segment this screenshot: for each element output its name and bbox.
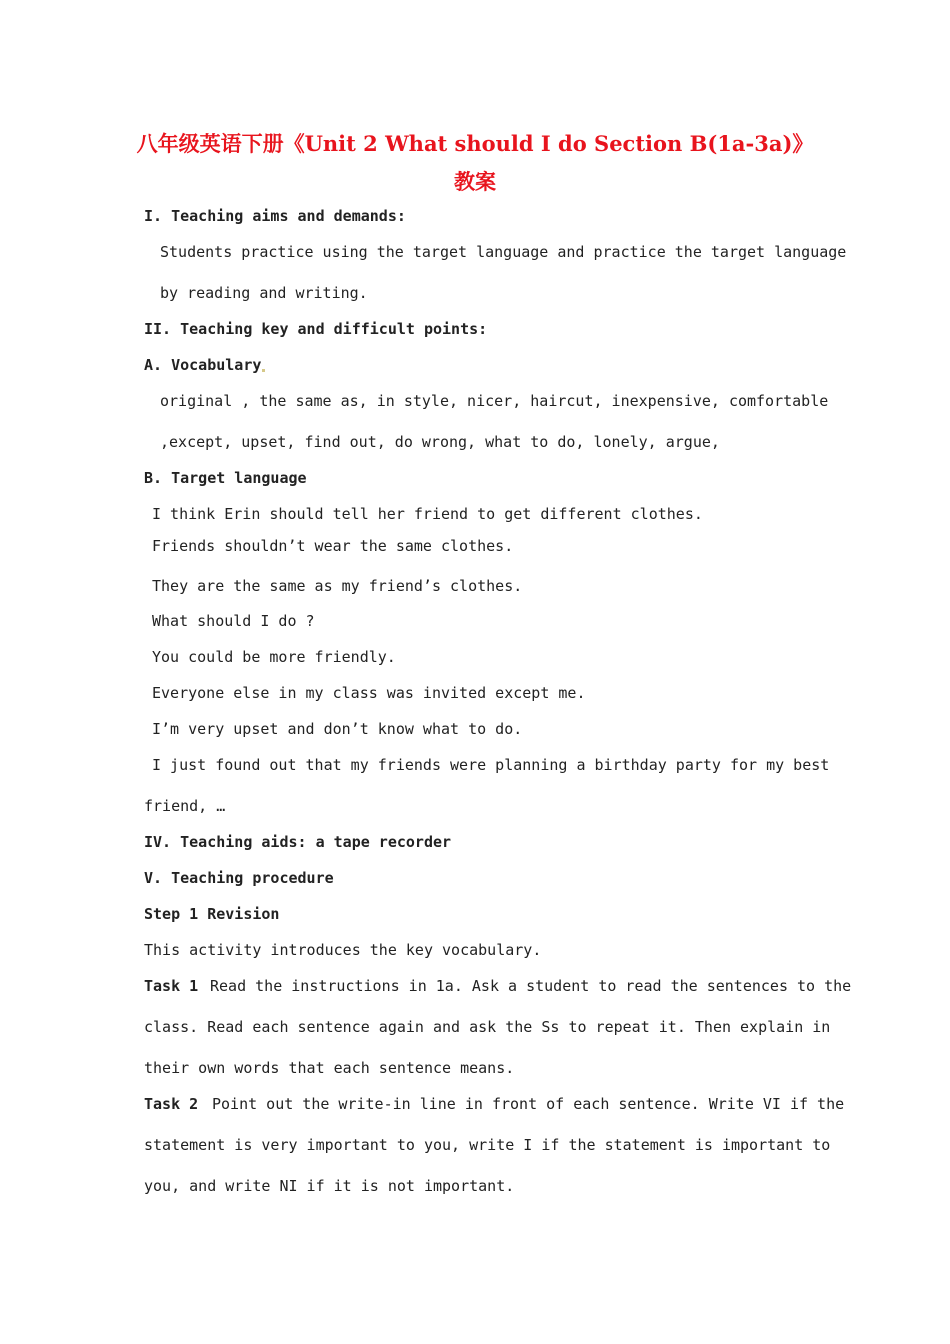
target-sentence: Everyone else in my class was invited except me.: [152, 684, 586, 702]
step1-intro: This activity introduces the key vocabulary.: [144, 941, 542, 959]
task1-text-line: Read the instructions in 1a. Ask a student to read the sentences to the: [210, 977, 852, 995]
target-sentence: Friends shouldn’t wear the same clothes.: [152, 537, 514, 555]
task1-text-line: their own words that each sentence means.: [144, 1059, 515, 1077]
target-sentence: I’m very upset and don’t know what to do.: [152, 720, 523, 738]
section-heading-aids: IV. Teaching aids: a tape recorder: [144, 833, 452, 851]
aims-text-line: by reading and writing.: [160, 284, 368, 302]
target-sentence: What should I do ?: [152, 612, 315, 630]
task2-text-line: Point out the write-in line in front of each sentence. Write VI if the: [212, 1095, 845, 1113]
task1-label: Task 1: [144, 977, 199, 995]
target-sentence: friend, …: [144, 797, 226, 815]
vocabulary-heading: A. Vocabulary: [144, 355, 265, 375]
aims-text-line: Students practice using the target language and practice the target language: [160, 243, 847, 261]
task1-text-line: class. Read each sentence again and ask the Ss to repeat it. Then explain in: [144, 1018, 831, 1036]
target-sentence: I just found out that my friends were planning a birthday party for my best: [152, 756, 830, 774]
target-sentence: They are the same as my friend’s clothes.: [152, 577, 523, 595]
step1-heading: Step 1 Revision: [144, 905, 280, 923]
section-heading-procedure: V. Teaching procedure: [144, 869, 334, 887]
section-heading-key-points: II. Teaching key and difficult points:: [144, 320, 488, 338]
vocabulary-line: original , the same as, in style, nicer, haircut, inexpensive, comfortable: [160, 392, 829, 410]
task2-label: Task 2: [144, 1095, 199, 1113]
target-sentence: I think Erin should tell her friend to get different clothes.: [152, 505, 703, 523]
section-heading-aims: I. Teaching aims and demands:: [144, 207, 406, 225]
target-language-heading: B. Target language: [144, 469, 307, 487]
task2-text-line: statement is very important to you, write I if the statement is important to: [144, 1136, 831, 1154]
document-title-suffix: 教案: [454, 169, 496, 194]
speck-mark: [262, 369, 265, 372]
task2-text-line: you, and write NI if it is not important.: [144, 1177, 515, 1195]
target-sentence: You could be more friendly.: [152, 648, 396, 666]
vocabulary-line: ,except, upset, find out, do wrong, what to do, lonely, argue,: [160, 433, 720, 451]
document-title: 八年级英语下册《Unit 2 What should I do Section B(1a-3a)》: [136, 131, 814, 156]
